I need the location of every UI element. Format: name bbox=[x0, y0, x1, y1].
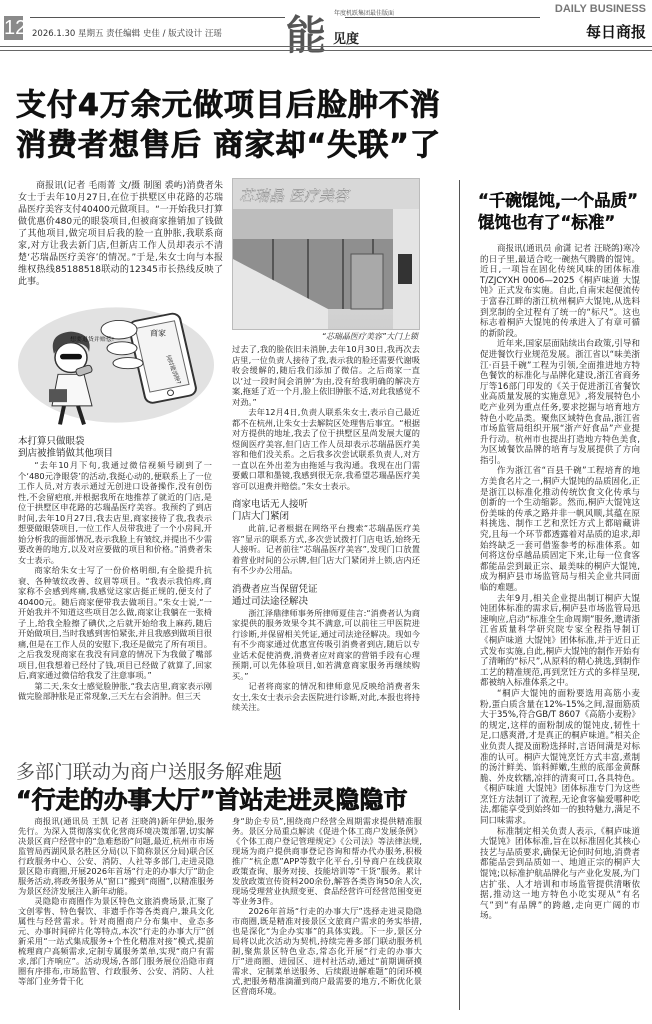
paragraph: 商家给朱女士写了一份价格明细,有全脸提升抗衰、各种皱纹改善、纹眉等项目。“我表示我怕疼,商家称不会感到疼痛,我感觉这家店挺正规的,便支付了40400元。随后商家便带我去做项目。”朱女士说,“一开始我并不知道这些项目怎么做,商家让我躺在一张椅子上,给我全脸擦了碘伏,之后就开始给我上麻药,随后开始做项目,当时我感到害怕紧张,并且我感到做项目很痛,但是在工作人员的安慰下,我还是做完了所有项目。之后我发现商家在我没有同意的情况下为我做了嘴部项目,但我想着已经付了钱,项目已经做了就算了,回家后,商家通过微信给我发了注意事项。” bbox=[18, 565, 212, 680]
header-rule-left bbox=[30, 17, 285, 18]
bottom-column-middle bbox=[232, 816, 422, 996]
main-column-left bbox=[18, 436, 212, 702]
header-rule-right bbox=[345, 17, 540, 18]
bottom-headline: “行走的办事大厅”首站走进灵隐隐市 bbox=[16, 786, 408, 814]
subhead-2b: 门店大门紧闭 bbox=[232, 511, 290, 522]
subhead-3b: 通过司法途径解决 bbox=[232, 595, 309, 607]
header-double-rule bbox=[0, 46, 652, 51]
storefront-photo bbox=[232, 178, 420, 330]
right-column bbox=[480, 244, 640, 922]
subhead-1a: 本打算只做眼袋 bbox=[18, 436, 85, 447]
paragraph: “去年10月下旬,我通过微信视频号刷到了一个‘480元净眼袋’的活动,我挺心动的,便联系上了一位工作人员,对方表示通过无创进口设备操作,没有创伤性,不会留疤痕,并根据我所在地推荐了就近的门店,是位于拱墅区申花路的芯瑞晶医疗美容。我预约了到店时间,去年10月27日,我去店里,商家接待了我,我表示想要做眼袋项目,一位工作人员带我进了一个小房间,开始分析我的面部情况,表示我脸上有皱纹,并提出不少需要改善的地方,以及对应要做的项目和价格。”消费者朱女士表示。 bbox=[18, 460, 212, 565]
paragraph: 标准制定相关负责人表示,《桐庐味道 大馄饨》团体标准,旨在以标准固化其核心技艺与品质要求,确保无论何时何地,消费者都能品尝到品质如一、地道正宗的桐庐大馄饨;以标准护航品牌化与产业化发展,为门店扩张、人才培训和市场监管提供清晰依据,推动这一地方特色小吃实现从“有名气”到“有品牌”的跨越,走向更广阔的市场。 bbox=[480, 826, 640, 922]
right-headline bbox=[478, 190, 638, 234]
paragraph: 此前,记者根据在网络平台搜索“芯瑞晶医疗美容”显示的联系方式,多次尝试拨打门店电话,始终无人接听。记者前往“芯瑞晶医疗美容”,发现门口放置着营业时间的公示牌,但门店大门紧闭并上锁,店内还有不少办公用品。 bbox=[232, 523, 420, 575]
lead-paragraph: 商报讯(记者 毛雨菁 文/摄 制图 裘屿)消费者朱女士于去年10月27日,在位于拱墅区申花路的芯瑞晶医疗美容支付40400元做项目。“一开始我只打算做优惠价480元的眼袋项目,但被商家推销加了钱做了其他项目,做完项目后我的脸一直肿胀,我联系商家,对方让我去新门店,但新店工作人员却表示不清楚‘芯瑞晶医疗美容’的情况。”于是,朱女士向与本报维权热线85188518联动的12345市长热线反映了此事。 bbox=[18, 181, 223, 287]
paragraph: 浙江泽鼎律师事务所律师夏佳言:“消费者认为商家提供的服务效果令其不满意,可以前往三甲医院进行诊断,并保留相关凭证,通过司法途径解决。现如今有不少商家通过优惠宣传吸引消费者到店,随后以专业话术促使消费,消费者应对商家的营销手段有心理预期,可以先体验项目,如若满意商家服务再继续购买。” bbox=[232, 607, 420, 681]
cartoon-illustration bbox=[16, 300, 216, 430]
main-headline-line1: 支付4万余元做项目后脸肿不消 bbox=[16, 88, 441, 123]
paragraph: 商报讯(通讯员 王凯 记者 汪晓鸽)新年伊始,服务先行。为深入贯彻落实优化营商环境决策部署,切实解决景区商户经营中的“急难愁盼”问题,最近,杭州市市场监管局西湖风景名胜区分局(以下简称景区分局)联合区行政服务中心、公安、消防、人社等多部门,走进灵隐景区隐市商圈,开展2026年首场“行走的办事大厅”助企服务活动,将政务服务从“窗口”搬到“商圈”,以精准服务为景区经济发展注入新年动能。 bbox=[18, 816, 214, 896]
column-divider bbox=[459, 180, 460, 1010]
bottom-column-left bbox=[18, 816, 214, 986]
photo-caption: “芯瑞晶医疗美容”大门上锁 bbox=[321, 332, 418, 341]
bottom-kicker: 多部门联动为商户送服务解难题 bbox=[16, 761, 283, 783]
subhead-2a: 商家电话无人接听 bbox=[232, 499, 309, 510]
cartoon-phone-label: 商家 bbox=[150, 328, 166, 338]
brand-english: DAILY BUSINESS bbox=[554, 3, 646, 15]
paragraph: 去年9月,相关企业提出制订桐庐大馄饨团体标准的需求后,桐庐县市场监管局迅速响应,启动“标准全生命周期”服务,邀请浙江省质量科学研究院专家全程指导制订《桐庐味道 大馄饨》团体标准,并于近日正式发布实施,自此,桐庐大馄饨的制作开始有了清晰的“标尺”,从原料的精心挑选,到制作工艺的精准规范,再到烹饪方式的多样呈现,都被纳入标准体系之中。 bbox=[480, 593, 640, 689]
main-lead-column bbox=[18, 180, 223, 288]
section-glyph: 能 bbox=[286, 12, 326, 59]
section-name: 见度 bbox=[333, 32, 360, 47]
award-text: 年度机跃集团最佳版面 bbox=[334, 10, 395, 17]
cartoon-woman-phone-icon bbox=[16, 300, 216, 430]
main-column-middle bbox=[232, 344, 420, 713]
paragraph: 身“助企专员”,围绕商户经营全周期需求提供精准服务。景区分局重点解读《促进个体工商户发展条例》《个体工商户登记管理规定》《公司法》等法律法规,现场为商户提供商事登记咨询和帮办代办服务,积极推广“杭企惠”APP等数字化平台,引导商户在线获取政策查询、服务对接、技能培训等“干货”服务。累计发放政策宣传资料200余份,解答各类咨询50余人次,现场受理营业执照变更、食品经营许可经营范围变更等业务3件。 bbox=[232, 816, 422, 906]
paragraph: 去年12月4日,负责人联系朱女士,表示自己最近都不在杭州,让朱女士去解院区处理售后事宜。“根据对方提供的地址,我去了位于拱墅区星尚发展大厦的煜阆医疗美容,但门店工作人员却表示芯瑞晶医疗美容和他们没关系。之后我多次尝试联系负责人,对方一直以在外出差为由拖延与我沟通。我现在出门需要戴口罩和墨镜,我感到很无奈,我希望芯瑞晶医疗美容可以退费并赔偿。”朱女士表示。 bbox=[232, 407, 420, 491]
paragraph: 商报讯(通讯员 俞潇 记者 汪晓鸽)寒冷的日子里,最适合吃一碗热气腾腾的馄饨。近日,一项旨在固化传统风味的团体标准T/ZJCYXH 0006—2025《桐庐味道 大馄饨》正式发布实施。自此,自南宋起便流传于富春江畔的浙江杭州桐庐大馄饨,从选料到烹制的全过程有了统一的“标尺”。这也标志着桐庐大馄饨的传承进入了有章可循的新阶段。 bbox=[480, 244, 640, 339]
main-headline-line2: 消费者想售后 商家却“失联”了 bbox=[16, 128, 441, 163]
paragraph: 记者将商家的情况和律师意见反映给消费者朱女士,朱女士表示会去医院进行诊断,对此,本报也将持续关注。 bbox=[232, 681, 420, 712]
subhead-1b: 到店被推销做其他项目 bbox=[18, 448, 114, 459]
paragraph: 灵隐隐市商圈作为景区特色文旅消费场景,汇聚了文创零售、特色餐饮、非遗手作等各类商户,兼具文化属性与经营需求。针对商圈商户分布集中、业态多元、办事时间碎片化等特点,本次“行走的办事大厅”创新采用“一站式集成服务+个性化精准对接”模式,提前梳理商户高频需求,定制专属服务菜单,实现“商户有需求,部门齐响应”。活动现场,各部门服务展位沿隐市商圈有序排布,市场监管、行政服务、公安、消防、人社等部门业务骨干化 bbox=[18, 896, 214, 986]
storefront-image-icon bbox=[233, 179, 419, 329]
cartoon-speech-text: 想要退货并赔偿! bbox=[70, 337, 115, 343]
brand-logo: 每日商报 bbox=[585, 23, 646, 41]
paragraph: “桐庐大馄饨的面粉要选用高筋小麦粉,蛋白质含量在12%-15%之间,湿面筋质大于35%,符合GB/T 8607《高筋小麦粉》的规定,这样的面粉制成的馄饨皮,韧性十足,口感爽滑,才是真正的桐庐味道。”相关企业负责人提及面粉选择时,言语间满是对标准的认可。桐庐大馄饨烹饪方式丰富,煮制的汤汁鲜美、馅料鲜嫩,生煎的底部金黄酥脆、外皮软糯,凉拌的清爽可口,各具特色。《桐庐味道 大馄饨》团体标准专门为这些烹饪方法制订了流程,无论食客偏爱哪种吃法,都能享受到始终如一的独特魅力,满足不同口味需求。 bbox=[480, 688, 640, 827]
photo-sign-text: 芯瑞晶 医疗美容 bbox=[239, 187, 349, 205]
dateline: 2026.1.30 星期五 责任编辑 史佳 / 版式设计 汪瑶 bbox=[32, 29, 222, 39]
paragraph: 2026年首场“行走的办事大厅”选择走进灵隐隐市商圈,既是精准对接景区文旅商户需求的务实举措,也是深化“为企办实事”的具体实践。下一步,景区分局将以此次活动为契机,持续完善多部门联动服务机制,聚焦景区特色业态,常态化开展“行走的办事大厅”进商圈、进园区、进村社活动,通过“前期调研摸需求、定制菜单送服务、后续跟进解难题”的闭环模式,把服务精准滴灌到商户最需要的地方,不断优化景区营商环境。 bbox=[232, 906, 422, 996]
paragraph: 近年来,国家层面陆续出台政策,引导和促进餐饮行业规范发展。浙江省以“味美浙江·百县千碗”工程为引领,全面推进地方特色餐饮的标准化与品牌化建设,浙江省商务厅等16部门印发的《关于促进浙江省餐饮业高质量发展的实施意见》,将发展特色小吃产业列为重点任务,要求挖掘与培育地方特色小吃品类。聚焦区域特色食品,浙江省市场监管局组织开展“浙产好食品”产业提升行动。杭州市也提出打造地方特色美食,为区域餐饮品牌的培育与发展提供了方向指引。 bbox=[480, 339, 640, 466]
subhead-3a: 消费者应当保留凭证 bbox=[232, 583, 318, 595]
right-headline-line1: “千碗馄饨,一个品质” bbox=[478, 191, 638, 210]
paragraph: 过去了,我的脸依旧未消肿,去年10月30日,我再次去店里,一位负责人接待了我,表示我的脸还需要代谢吸收会缓解的,随后我们添加了微信。之后商家一直以‘过一段时间会消肿’为由,没有给我明确的解决方案,拖延了近一个月,脸上依旧肿胀不适,对此我感觉不对劲。” bbox=[232, 344, 420, 407]
paragraph: 作为浙江省“百县千碗”工程培育的地方美食名片之一,桐庐大馄饨的品质固化,正是浙江以标准化推动传统饮食文化传承与创新的一个生动缩影。然而,桐庐大馄饨这份美味的传承之路并非一帆风顺,其蕴在原料挑选、制作工艺和烹饪方式上都暗藏讲究,且每一个环节都透露着对品质的追求,却始终缺乏一套可借鉴参考的标准体系。如何将这份卓越品质固定下来,让每一位食客都能品尝到最正宗、最美味的桐庐大馄饨,成为桐庐县市场监管局与相关企业共同面临的难题。 bbox=[480, 466, 640, 593]
page-number: 12 bbox=[4, 17, 27, 39]
cartoon-phone-text: 何时能消肿? bbox=[164, 354, 182, 386]
paragraph: 第二天,朱女士感觉脸肿胀,“我去店里,商家表示刚做完脸部肿胀是正常现象,三天左右会消肿。但三天 bbox=[18, 680, 212, 701]
right-headline-line2: 馄饨也有了“标准” bbox=[478, 213, 616, 232]
